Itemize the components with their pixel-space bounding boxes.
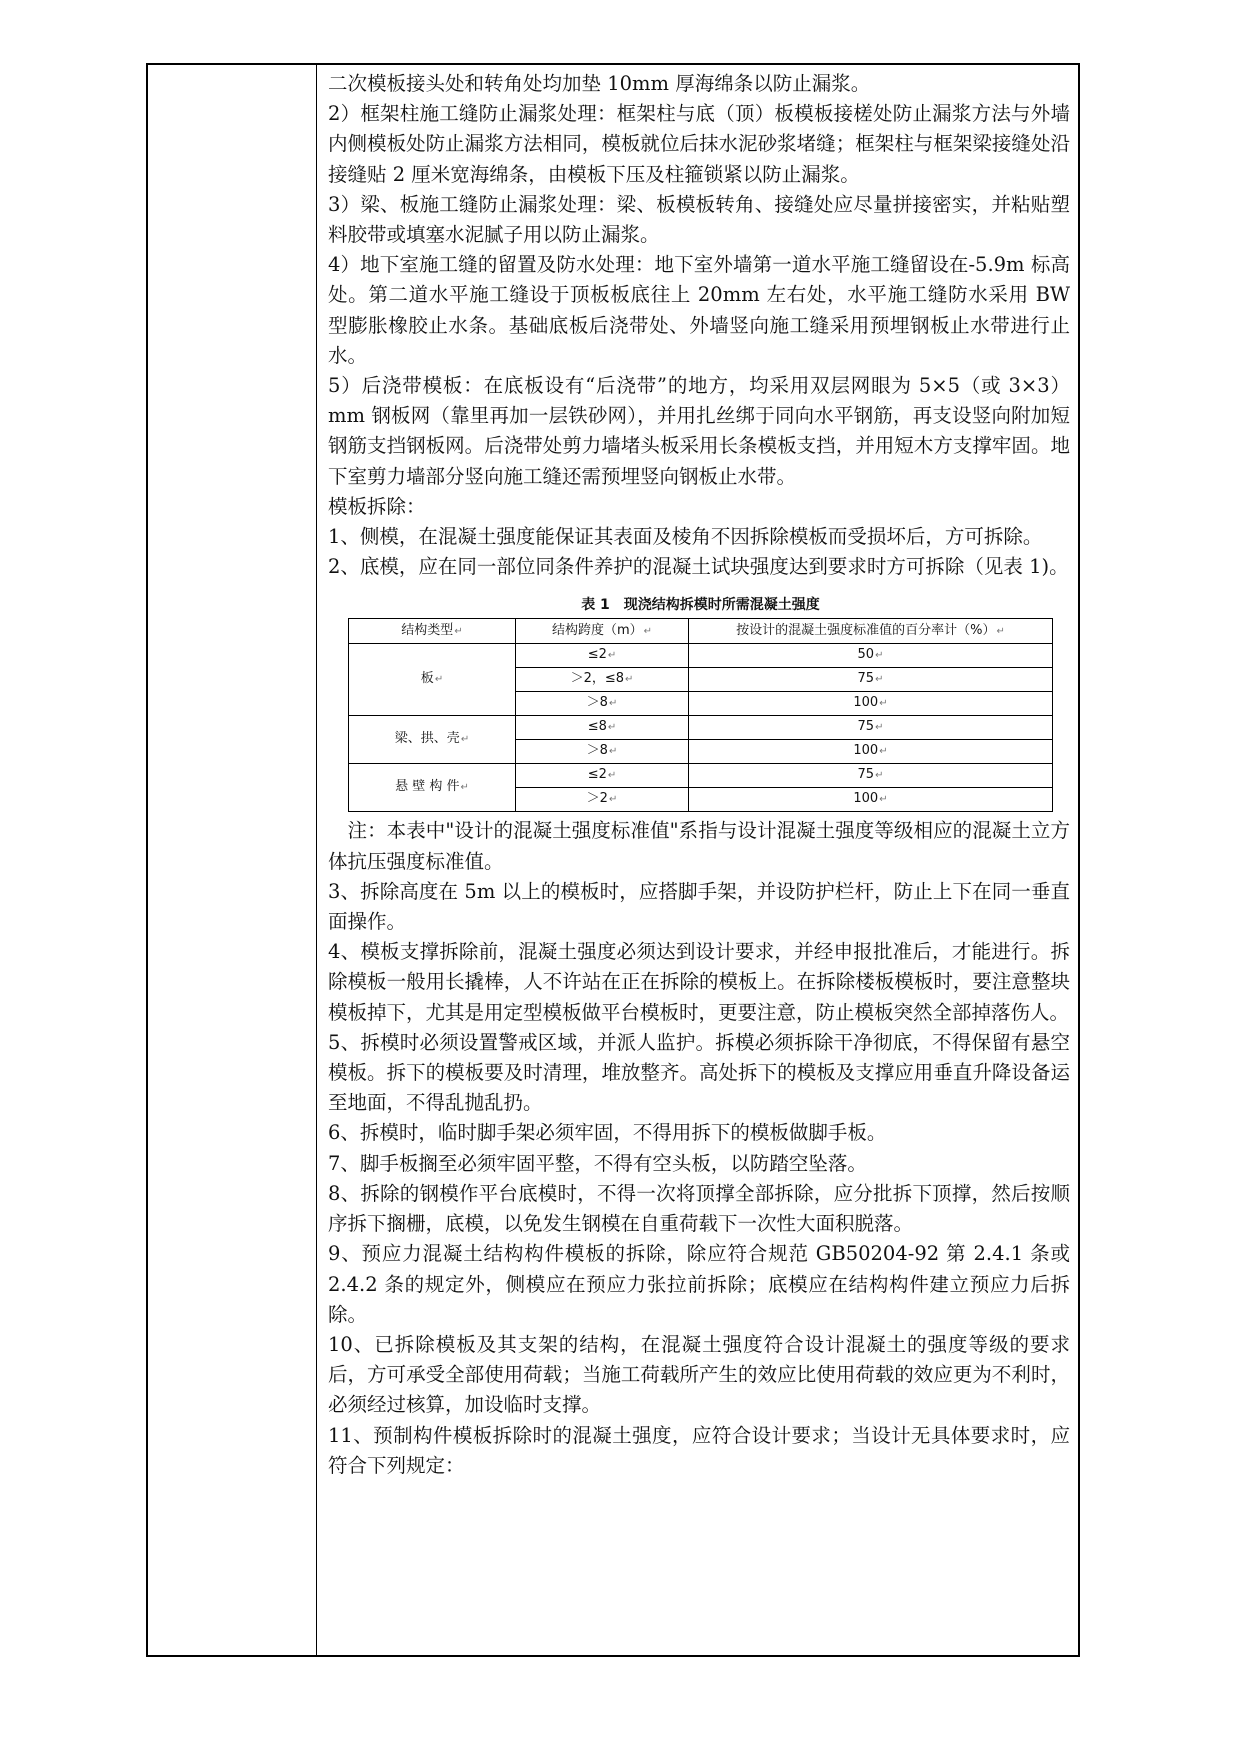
- paragraph: 8、拆除的钢模作平台底模时，不得一次将顶撑全部拆除，应分批拆下顶撑，然后按顺序拆下搁栅，底模，以免发生钢模在自重荷载下一次性大面积脱落。: [328, 1181, 1070, 1236]
- cell-span: ≤8↵: [516, 716, 689, 740]
- document-frame: [146, 63, 1080, 1657]
- cell-span: ＞8↵: [516, 692, 689, 716]
- cell-structure-type: 悬 壁 构 件↵: [349, 764, 516, 812]
- paragraph: 3、拆除高度在 5m 以上的模板时，应搭脚手架，并设防护栏杆，防止上下在同一垂直面操作。: [328, 879, 1070, 934]
- header-span: 结构跨度（m）↵: [516, 619, 689, 644]
- paragraph: 二次模板接头处和转角处均加垫 10mm 厚海绵条以防止漏浆。: [328, 72, 871, 95]
- cell-percentage: 50↵: [689, 644, 1053, 668]
- paragraphs-top: [328, 69, 1070, 582]
- table-body: [349, 644, 1053, 812]
- cell-structure-type: 梁、拱、壳↵: [349, 716, 516, 764]
- paragraph: 模板拆除：: [328, 494, 426, 518]
- cell-span: ＞2，≤8↵: [516, 668, 689, 692]
- cell-percentage: 100↵: [689, 740, 1053, 764]
- table-row: [349, 716, 1053, 740]
- cell-span: ＞2↵: [516, 788, 689, 812]
- paragraph: 4）地下室施工缝的留置及防水处理：地下室外墙第一道水平施工缝留设在-5.9m 标高处。第二道水平施工缝设于顶板板底往上 20mm 左右处，水平施工缝防水采用 BW 型膨胀橡胶止水条。基础底板后浇带处、外墙竖向施工缝采用预埋钢板止水带进行止水。: [328, 253, 1070, 367]
- paragraph: 1、侧模，在混凝土强度能保证其表面及棱角不因拆除模板而受损坏后，方可拆除。: [328, 525, 1043, 549]
- cell-span: ≤2↵: [516, 644, 689, 668]
- paragraphs-bottom: [328, 877, 1070, 1481]
- paragraph: 4、模板支撑拆除前，混凝土强度必须达到设计要求，并经申报批准后，才能进行。拆除模板一般用长撬棒，人不许站在正在拆除的模板上。在拆除楼板模板时，要注意整块模板掉下，尤其是用定型模板做平台模板时，更要注意，防止模板突然全部掉落伤人。: [328, 940, 1070, 1024]
- content-column: [328, 69, 1070, 1481]
- cell-span: ＞8↵: [516, 740, 689, 764]
- paragraph: 2）框架柱施工缝防止漏浆处理：框架柱与底（顶）板模板接槎处防止漏浆方法与外墙内侧模板处防止漏浆方法相同，模板就位后抹水泥砂浆堵缝；框架柱与框架梁接缝处沿接缝贴 2 厘米宽海绵条，由模板下压及柱箍锁紧以防止漏浆。: [328, 102, 1070, 186]
- strength-table-wrapper: [348, 596, 1053, 812]
- paragraph: 3）梁、板施工缝防止漏浆处理：梁、板模板转角、接缝处应尽量拼接密实，并粘贴塑料胶带或填塞水泥腻子用以防止漏浆。: [328, 192, 1070, 247]
- table-row: [349, 644, 1053, 668]
- cell-percentage: 100↵: [689, 788, 1053, 812]
- paragraph: 5）后浇带模板：在底板设有“后浇带”的地方，均采用双层网眼为 5×5（或 3×3）mm 钢板网（靠里再加一层铁砂网），并用扎丝绑于同向水平钢筋，再支设竖向附加短钢筋支挡钢板网。后浇带处剪力墙堵头板采用长条模板支挡，并用短木方支撑牢固。地下室剪力墙部分竖向施工缝还需预埋竖向钢板止水带。: [328, 374, 1070, 488]
- strength-table: [348, 618, 1053, 812]
- cell-span: ≤2↵: [516, 764, 689, 788]
- header-structure-type: 结构类型↵: [349, 619, 516, 644]
- table-note: 注：本表中"设计的混凝土强度标准值"系指与设计混凝土强度等级相应的混凝土立方体抗压强度标准值。: [328, 819, 1070, 873]
- paragraph: 11、预制构件模板拆除时的混凝土强度，应符合设计要求；当设计无具体要求时，应符合下列规定：: [328, 1423, 1070, 1477]
- paragraph: 2、底模，应在同一部位同条件养护的混凝土试块强度达到要求时方可拆除（见表 1)。: [328, 555, 1069, 579]
- column-divider: [316, 65, 317, 1655]
- table-title: 表 1 现浇结构拆模时所需混凝土强度: [581, 597, 820, 614]
- paragraph: 5、拆模时必须设置警戒区域，并派人监护。拆模必须拆除干净彻底，不得保留有悬空模板。拆下的模板要及时清理，堆放整齐。高处拆下的模板及支撑应用垂直升降设备运至地面，不得乱抛乱扔。: [328, 1030, 1070, 1115]
- cell-structure-type: 板↵: [349, 644, 516, 716]
- cell-percentage: 75↵: [689, 764, 1053, 788]
- header-percentage: 按设计的混凝土强度标准值的百分率计（%）↵: [689, 619, 1053, 644]
- table-header-row: [349, 619, 1053, 644]
- paragraph: 6、拆模时，临时脚手架必须牢固，不得用拆下的模板做脚手板。: [328, 1121, 887, 1145]
- cell-percentage: 100↵: [689, 692, 1053, 716]
- cell-percentage: 75↵: [689, 668, 1053, 692]
- cell-percentage: 75↵: [689, 716, 1053, 740]
- paragraph: 7、脚手板搁至必须牢固平整，不得有空头板，以防踏空坠落。: [328, 1151, 867, 1175]
- paragraph: 9、预应力混凝土结构构件模板的拆除，除应符合规范 GB50204-92 第 2.4.1 条或 2.4.2 条的规定外，侧模应在预应力张拉前拆除；底模应在结构构件建立预应力后拆除。: [328, 1242, 1070, 1326]
- paragraph: 10、已拆除模板及其支架的结构，在混凝土强度符合设计混凝土的强度等级的要求后，方可承受全部使用荷载；当施工荷载所产生的效应比使用荷载的效应更为不利时，必须经过核算，加设临时支撑。: [328, 1332, 1070, 1417]
- table-row: [349, 764, 1053, 788]
